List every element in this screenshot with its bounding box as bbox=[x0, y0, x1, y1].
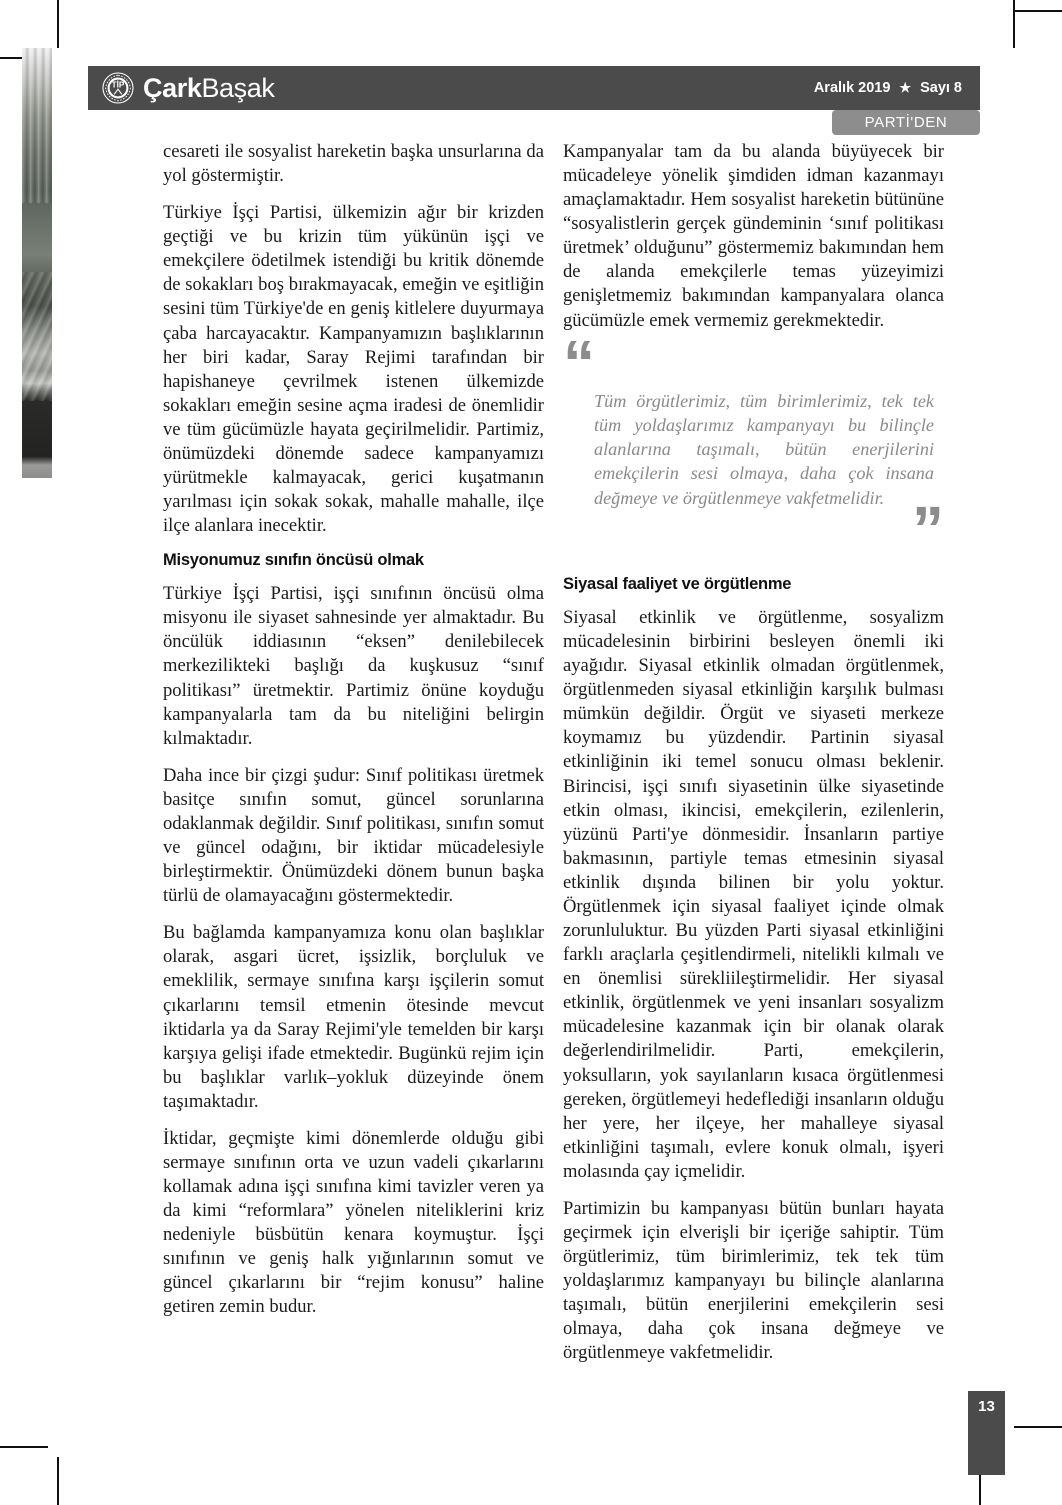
paragraph: Siyasal etkinlik ve örgütlenme, sosyalizm mücadelesinin birbirini besleyen önemli iki ayağıdır. Siyasal etkinlik olmadan örgütlenmek, örgütlenmeden siyasal etkinliğin karşılık bulması mümkün değildir. Örgüt ve siyaseti merkeze koymamız bu yüzdendir. Partinin siyasal etkinliğinin iki temel sonucu olması beklenir. Birincisi, işçi sınıfı siyasetinin ülke siyasetinde etkin olması, ikincisi, emekçilerin, ezilenlerin, yüzünü Parti'ye dönmesidir. İnsanların partiye bakmasının, partiyle temas etmesinin siyasal etkinlik dışında bilinen bir yolu yoktur. Örgütlenmek için siyasal faaliyet içinde olmak zorunluluktur. Bu yüzden Parti siyasal etkinliğini farklı araçlarla çeşitlendirmeli, nitelikli kılmalı ve en önemlisi sürekliileştirmelidir. Her siyasal etkinlik, örgütlenmek ve yeni insanları sosyalizm mücadelesine kazanmak için bir olanak olarak değerlendirilmelidir. Parti, emekçilerin, yoksulların, yok sayılanların kısaca örgütlenmesi gereken, örgütlemeyi hedeflediği insanların olduğu her yere, her ilçeye, her mahalleye siyasal etkinliğini taşımalı, evlere konuk olmalı, işyeri molasında çay içmelidir. bbox=[563, 607, 944, 1182]
paragraph: Bu bağlamda kampanyamıza konu olan başlıklar olarak, asgari ücret, işsizlik, borçluluk ve emeklilik, sermaye sınıfına karşı işçilerin somut çıkarlarını temsil etmenin ötesinde mevcut iktidarla ya da Saray Rejimi'yle temelden bir karşı karşıya gelişi ifade etmektedir. Bugünkü rejim için bu başlıklar varlık–yokluk düzeyinde önem taşımaktadır. bbox=[163, 922, 544, 1112]
section-tag-badge: PARTİ'DEN bbox=[832, 110, 980, 135]
crop-mark-top-right-h bbox=[1014, 10, 1062, 12]
right-column bbox=[563, 140, 944, 1365]
article-body bbox=[163, 140, 944, 1365]
svg-text:TİP: TİP bbox=[111, 80, 125, 90]
masthead-meta bbox=[814, 80, 962, 96]
masthead-bar bbox=[88, 66, 980, 110]
left-column bbox=[163, 140, 544, 1365]
crop-mark-top-left-v bbox=[57, 0, 59, 48]
crop-mark-bottom-right-h bbox=[1014, 1426, 1062, 1428]
paragraph: Türkiye İşçi Partisi, işçi sınıfının öncüsü olma misyonu ile siyaset sahnesinde yer almaktadır. Bu öncülük iddiasının “eksen” denilebilecek merkezilikteki başlığı da kuşkusuz “sınıf politikası” üretmektir. Partimiz önüne koyduğu kampanyalarla tam da bu niteliğini belirgin kılmaktadır. bbox=[163, 583, 544, 749]
bleed-photo-image bbox=[22, 48, 52, 478]
paragraph: Daha ince bir çizgi şudur: Sınıf politikası üretmek basitçe sınıfın somut, güncel sorunlarına odaklanmak değildir. Sınıf politikası, sınıfın somut ve güncel odağını, bir iktidar mücadelesiyle birleştirmektir. Önümüzdeki dönem bunun başka türlü de olamayacağını göstermektedir. bbox=[163, 764, 544, 907]
issue-number: Sayı 8 bbox=[920, 80, 962, 96]
crop-mark-top-right-v bbox=[1013, 0, 1015, 48]
bleed-photo-strip bbox=[22, 48, 52, 478]
left-column-subheading: Misyonumuz sınıfın öncüsü olmak bbox=[163, 551, 424, 570]
pull-quote-text: Tüm örgütlerimiz, tüm birimlerimiz, tek tek tüm yoldaşlarımız kampanyayı bu bilinçle alanlarına taşımalı, bütün enerjilerini emekçilerin sesi olmaya, daha çok insana değmeye ve örgütlenmeye vakfetmelidir. bbox=[594, 390, 934, 508]
publication-title-light: Başak bbox=[201, 72, 275, 103]
publication-title-bold: Çark bbox=[143, 72, 202, 103]
publication-title bbox=[143, 72, 275, 103]
issue-date: Aralık 2019 bbox=[813, 80, 891, 96]
pull-quote bbox=[563, 326, 944, 565]
paragraph: cesareti ile sosyalist hareketin başka unsurlarına da yol göstermiştir. bbox=[163, 141, 544, 187]
page-number: 13 bbox=[968, 1391, 1005, 1475]
quote-close-mark-icon: ” bbox=[912, 492, 944, 565]
paragraph: Türkiye İşçi Partisi, ülkemizin ağır bir krizden geçtiği ve bu krizin tüm yükünün işçi ve emekçilere ödetilmek istendiği bu kritik dönemde de sokakları boş bırakmayacak, emeğin ve eşitliğin sesini tüm Türkiye'de en geniş kitlelere duyurmaya çaba harcayacaktır. Kampanyamızın başlıklarının her biri kadar, Saray Rejimi tarafından bir hapishaneye çevrilmek istenen ülkemizde sokakları emeğin sesine açma iradesi de önemlidir ve tüm gücümüzle hayata geçirilmelidir. Partimiz, önümüzdeki dönemde sadece kampanyamızı yürütmekle kalmayacak, gerici kuşatmanın yarılması için sokak sokak, mahalle mahalle, ilçe ilçe alanlara inecektir. bbox=[163, 202, 544, 537]
crop-mark-bottom-left-v bbox=[57, 1457, 59, 1505]
tip-party-logo-icon bbox=[102, 72, 134, 104]
star-icon: ★ bbox=[899, 79, 912, 95]
quote-open-mark-icon: “ bbox=[563, 326, 595, 399]
paragraph: İktidar, geçmişte kimi dönemlerde olduğu gibi sermaye sınıfının orta ve uzun vadeli çıkarlarını kollamak adına işçi sınıfına kimi tavizler veren ya da kimi “reformlara” yönelen niteliklerini kriz nedeniyle büsbütün kenara koymuştur. İşçi sınıfının ve geniş halk yığınlarının somut ve güncel çıkarlarını bir “rejim konusu” haline getiren zemin budur. bbox=[163, 1127, 544, 1318]
paragraph: Kampanyalar tam da bu alanda büyüyecek bir mücadeleye yönelik şimdiden idman kazanmayı amaçlamaktadır. Hem sosyalist hareketin bütününe “sosyalistlerin gerçek gündeminin ‘sınıf politikası üretmek’ olduğunu” göstermemiz bakımından hem de alanda emekçilerle temas yüzeyimizi genişletmemiz bakımından kampanyalara olanca gücümüzle emek vermemiz gerekmektedir. bbox=[563, 141, 944, 331]
right-column-subheading: Siyasal faaliyet ve örgütlenme bbox=[563, 575, 792, 594]
crop-mark-bottom-left-h bbox=[0, 1446, 48, 1448]
paragraph: Partimizin bu kampanyası bütün bunları hayata geçirmek için elverişli bir içeriğe sahiptir. Tüm örgütlerimiz, tüm birimlerimiz, tek tek tüm yoldaşlarımız kampanyayı bu bilinçle alanlarına taşımalı, bütün enerjilerini emekçilerin sesi olmaya, daha çok insana değmeye ve örgütlenmeye vakfetmelidir. bbox=[563, 1197, 944, 1364]
